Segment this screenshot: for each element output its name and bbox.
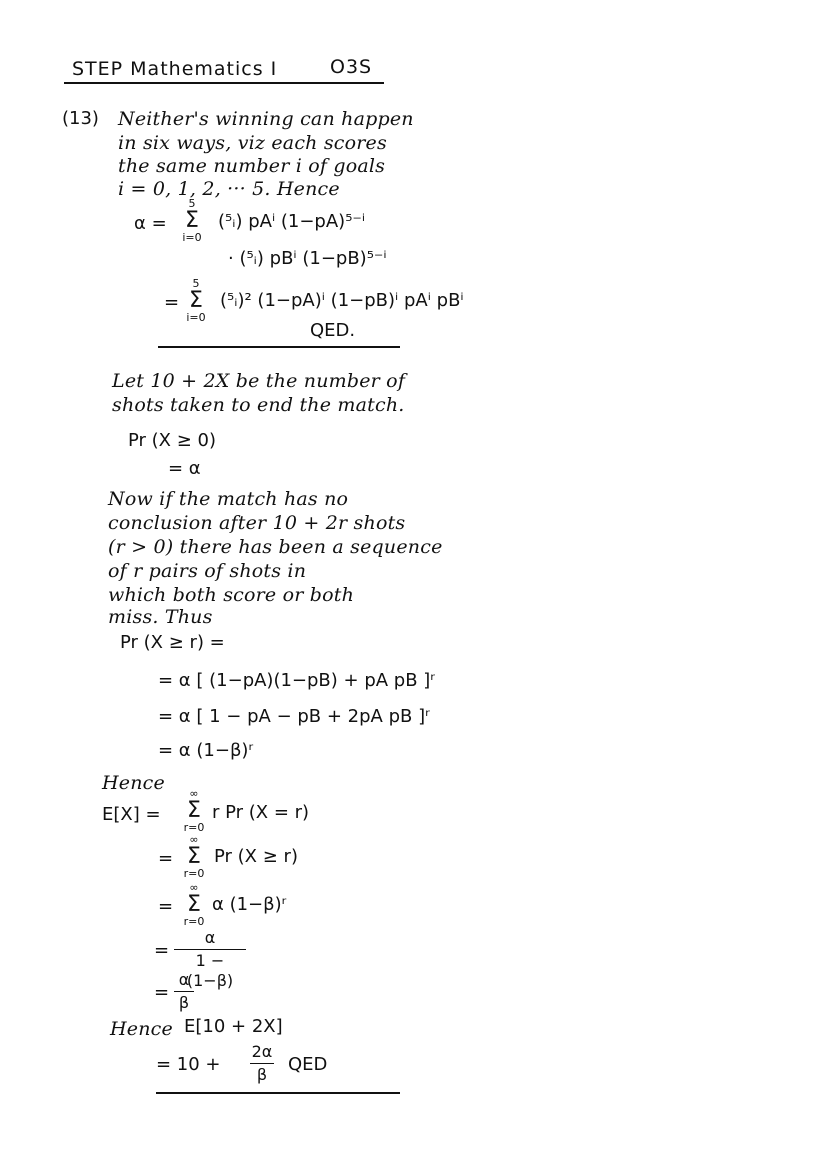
alpha-term-1: (⁵ᵢ) pAⁱ (1−pA)⁵⁻ⁱ bbox=[218, 211, 366, 232]
final-lhs: E[10 + 2X] bbox=[184, 1016, 283, 1037]
pr-x-ge-0-value: = α bbox=[168, 458, 201, 479]
final-fraction-bar bbox=[250, 1063, 274, 1064]
divider-1 bbox=[158, 346, 400, 348]
intro-line-1: Neither's winning can happen bbox=[118, 108, 414, 130]
part2-line-2: shots taken to end the match. bbox=[112, 394, 405, 416]
now-line-3: (r > 0) there has been a sequence bbox=[108, 536, 443, 558]
qed-1: QED. bbox=[310, 320, 356, 341]
now-line-6: miss. Thus bbox=[108, 606, 213, 628]
sum-ex3-upper: ∞ bbox=[189, 881, 199, 894]
header-underline bbox=[64, 82, 384, 84]
final-rhs-prefix: = 10 + bbox=[156, 1054, 221, 1075]
sum-2-upper: 5 bbox=[192, 277, 200, 290]
sum-1-lower: i=0 bbox=[182, 231, 202, 244]
qed-2: QED bbox=[288, 1054, 328, 1075]
ex-eq-2: = bbox=[158, 848, 174, 869]
alpha-term-3: (⁵ᵢ)² (1−pA)ⁱ (1−pB)ⁱ pAⁱ pBⁱ bbox=[220, 290, 464, 311]
alpha-lhs: α = bbox=[134, 213, 167, 234]
sum-ex2-lower: r=0 bbox=[183, 867, 205, 880]
sum-sign-ex-3 bbox=[182, 882, 206, 928]
sum-sign-1 bbox=[180, 198, 204, 244]
intro-line-3: the same number i of goals bbox=[118, 155, 386, 177]
sum-ex2-symbol: Σ bbox=[187, 844, 201, 869]
ex-eq-4: = bbox=[154, 940, 170, 961]
sum-ex3-lower: r=0 bbox=[183, 915, 205, 928]
part2-line-1: Let 10 + 2X be the number of bbox=[112, 370, 406, 392]
fraction-1-bar bbox=[174, 949, 246, 950]
sum-ex1-lower: r=0 bbox=[183, 821, 205, 834]
sum-1-symbol: Σ bbox=[185, 208, 199, 233]
hence-2: Hence bbox=[110, 1018, 173, 1040]
final-fraction-numerator: 2α bbox=[251, 1042, 273, 1061]
now-line-2: conclusion after 10 + 2r shots bbox=[108, 512, 406, 534]
question-number: (13) bbox=[62, 108, 99, 129]
step-3: = α (1−β)ʳ bbox=[158, 740, 254, 761]
final-fraction-denominator: β bbox=[256, 1065, 268, 1084]
fraction-2-bar bbox=[174, 991, 194, 992]
sum-1-upper: 5 bbox=[188, 197, 196, 210]
fraction-1-denominator: 1 − (1−β) bbox=[186, 951, 234, 990]
fraction-2-numerator: α bbox=[178, 970, 190, 989]
alpha-eq-2: = bbox=[164, 292, 180, 313]
ex-term-1: r Pr (X = r) bbox=[212, 802, 310, 823]
fraction-2-denominator: β bbox=[178, 993, 190, 1012]
sum-ex2-upper: ∞ bbox=[189, 833, 199, 846]
ex-term-3: α (1−β)ʳ bbox=[212, 894, 287, 915]
intro-line-4: i = 0, 1, 2, ··· 5. Hence bbox=[118, 178, 340, 200]
sum-2-symbol: Σ bbox=[189, 288, 203, 313]
pr-x-ge-r: Pr (X ≥ r) = bbox=[120, 632, 225, 653]
alpha-term-2: · (⁵ᵢ) pBⁱ (1−pB)⁵⁻ⁱ bbox=[228, 248, 387, 269]
header-code: O3S bbox=[330, 56, 373, 78]
sum-ex1-symbol: Σ bbox=[187, 798, 201, 823]
ex-lhs: E[X] = bbox=[102, 804, 161, 825]
intro-line-2: in six ways, viz each scores bbox=[118, 132, 387, 154]
now-line-4: of r pairs of shots in bbox=[108, 560, 307, 582]
sum-ex1-upper: ∞ bbox=[189, 787, 199, 800]
ex-eq-3: = bbox=[158, 896, 174, 917]
now-line-5: which both score or both bbox=[108, 584, 355, 606]
hence-1: Hence bbox=[102, 772, 165, 794]
sum-sign-2 bbox=[184, 278, 208, 324]
sum-2-lower: i=0 bbox=[186, 311, 206, 324]
step-1: = α [ (1−pA)(1−pB) + pA pB ]ʳ bbox=[158, 670, 435, 691]
sum-ex3-symbol: Σ bbox=[187, 892, 201, 917]
step-2: = α [ 1 − pA − pB + 2pA pB ]ʳ bbox=[158, 706, 430, 727]
ex-eq-5: = bbox=[154, 982, 170, 1003]
sum-sign-ex-1 bbox=[182, 788, 206, 834]
ex-term-2: Pr (X ≥ r) bbox=[214, 846, 298, 867]
fraction-2 bbox=[174, 970, 194, 1013]
sum-sign-ex-2 bbox=[182, 834, 206, 880]
final-fraction bbox=[250, 1042, 274, 1085]
header-title: STEP Mathematics I bbox=[72, 58, 278, 80]
pr-x-ge-0: Pr (X ≥ 0) bbox=[128, 430, 217, 451]
now-line-1: Now if the match has no bbox=[108, 488, 349, 510]
divider-2 bbox=[156, 1092, 400, 1094]
fraction-1-numerator: α bbox=[204, 928, 216, 947]
